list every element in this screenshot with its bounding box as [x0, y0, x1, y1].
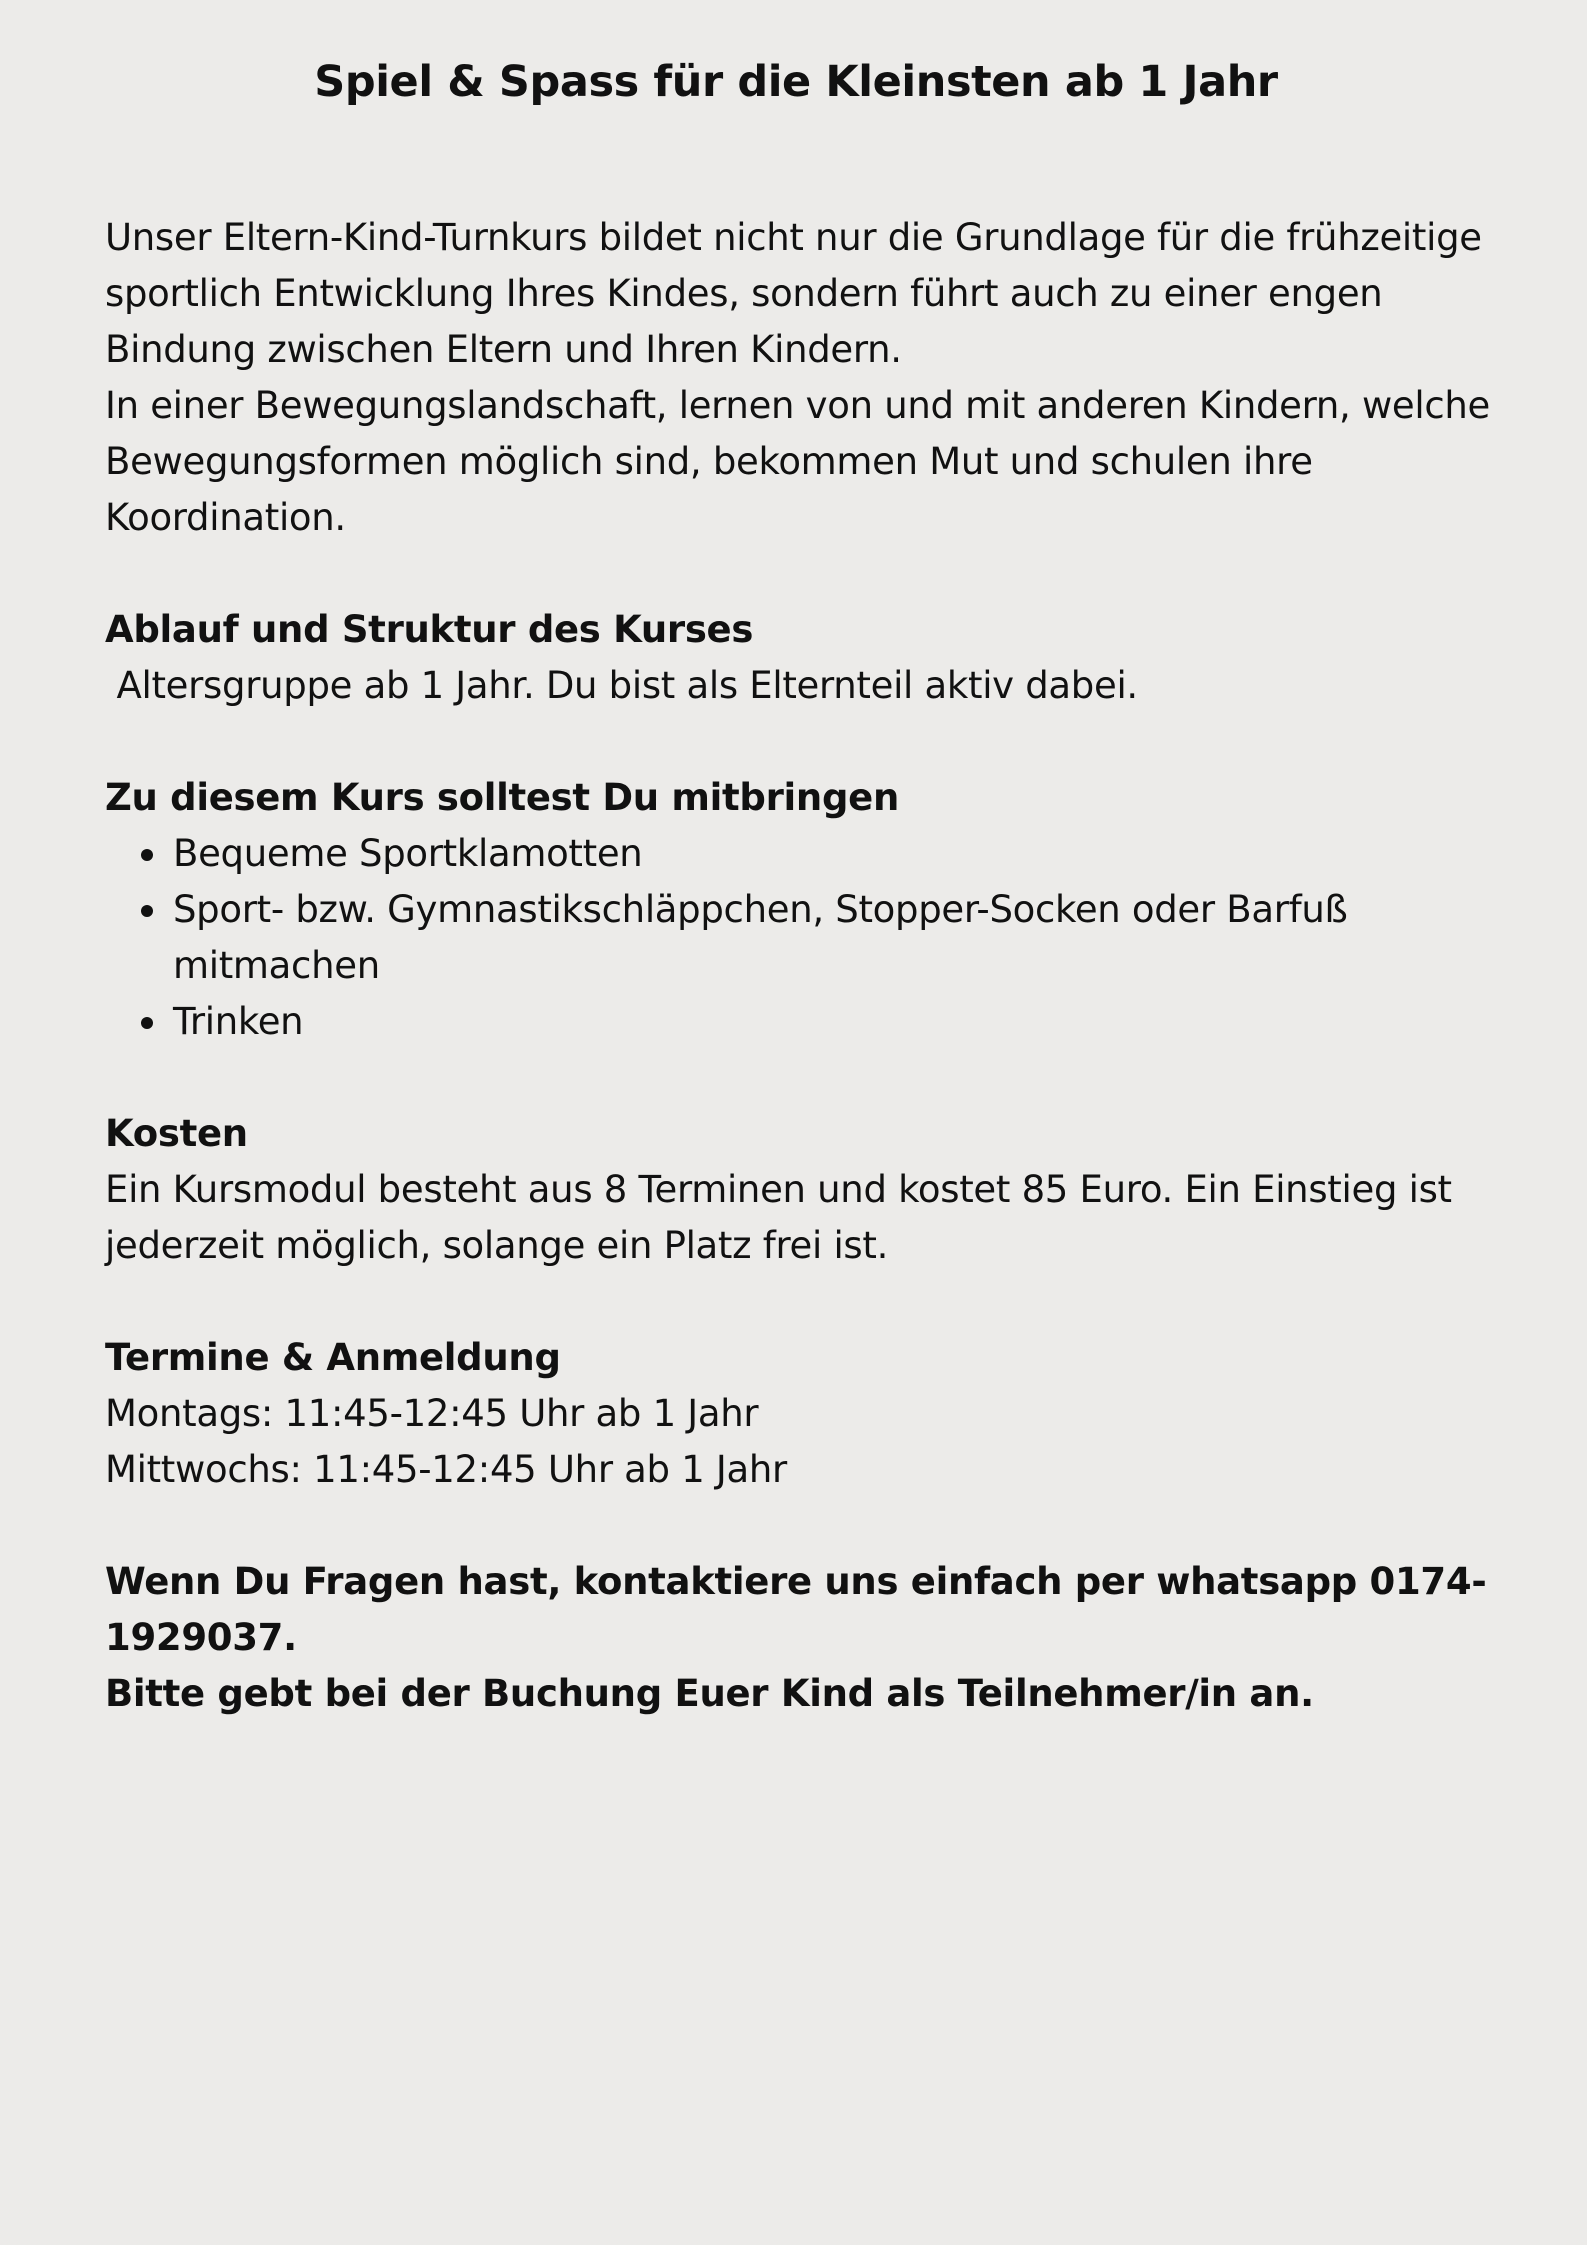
spacer: [105, 1498, 1575, 1554]
list-item-label: Bequeme Sportklamotten: [173, 832, 643, 875]
spacer: [105, 546, 1575, 602]
bullet-icon: [141, 849, 153, 861]
list-item: [173, 826, 1575, 882]
intro-line: In einer Bewegungslandschaft, lernen von und mit anderen Kindern, welche: [105, 384, 1491, 427]
spacer: [105, 1274, 1575, 1330]
ablauf-section: [105, 602, 1575, 714]
contact-section: [105, 1554, 1575, 1722]
course-description: [105, 210, 1575, 1722]
intro-section: [105, 210, 1575, 546]
list-item: [173, 882, 1575, 994]
mitbringen-section: [105, 770, 1575, 1050]
spacer: [105, 1050, 1575, 1106]
bullet-icon: [141, 1017, 153, 1029]
ablauf-text-content: Altersgruppe ab 1 Jahr. Du bist als Elternteil aktiv dabei.: [116, 664, 1138, 707]
section-heading-termine: Termine & Anmeldung: [105, 1336, 561, 1379]
section-heading-mitbringen: Zu diesem Kurs solltest Du mitbringen: [105, 776, 899, 819]
list-item-label-continuation: mitmachen: [173, 944, 380, 987]
bullet-icon: [141, 905, 153, 917]
kosten-section: [105, 1106, 1575, 1274]
list-item-label: Trinken: [173, 1000, 304, 1043]
intro-line: Koordination.: [105, 496, 346, 539]
list-item: [173, 994, 1575, 1050]
mitbringen-list: [105, 826, 1575, 1050]
contact-line: Bitte gebt bei der Buchung Euer Kind als Teilnehmer/in an.: [105, 1672, 1314, 1715]
page-title: Spiel & Spass für die Kleinsten ab 1 Jahr: [314, 57, 1278, 107]
kosten-line: jederzeit möglich, solange ein Platz frei ist.: [105, 1224, 889, 1267]
section-heading-ablauf: Ablauf und Struktur des Kurses: [105, 608, 754, 651]
list-item-label: Sport- bzw. Gymnastikschläppchen, Stopper-Socken oder Barfuß: [173, 888, 1348, 931]
intro-line: Unser Eltern-Kind-Turnkurs bildet nicht nur die Grundlage für die frühzeitige: [105, 216, 1482, 259]
section-heading-kosten: Kosten: [105, 1112, 248, 1155]
kosten-line: Ein Kursmodul besteht aus 8 Terminen und kostet 85 Euro. Ein Einstieg ist: [105, 1168, 1452, 1211]
intro-line: Bindung zwischen Eltern und Ihren Kindern.: [105, 328, 902, 371]
intro-line: Bewegungsformen möglich sind, bekommen Mut und schulen ihre: [105, 440, 1313, 483]
termine-line: Mittwochs: 11:45-12:45 Uhr ab 1 Jahr: [105, 1448, 787, 1491]
termine-line: Montags: 11:45-12:45 Uhr ab 1 Jahr: [105, 1392, 759, 1435]
termine-section: [105, 1330, 1575, 1498]
contact-line: Wenn Du Fragen hast, kontaktiere uns einfach per whatsapp 0174-1929037.: [105, 1560, 1487, 1659]
ablauf-text: [105, 658, 1575, 714]
spacer: [105, 714, 1575, 770]
intro-line: sportlich Entwicklung Ihres Kindes, sondern führt auch zu einer engen: [105, 272, 1383, 315]
